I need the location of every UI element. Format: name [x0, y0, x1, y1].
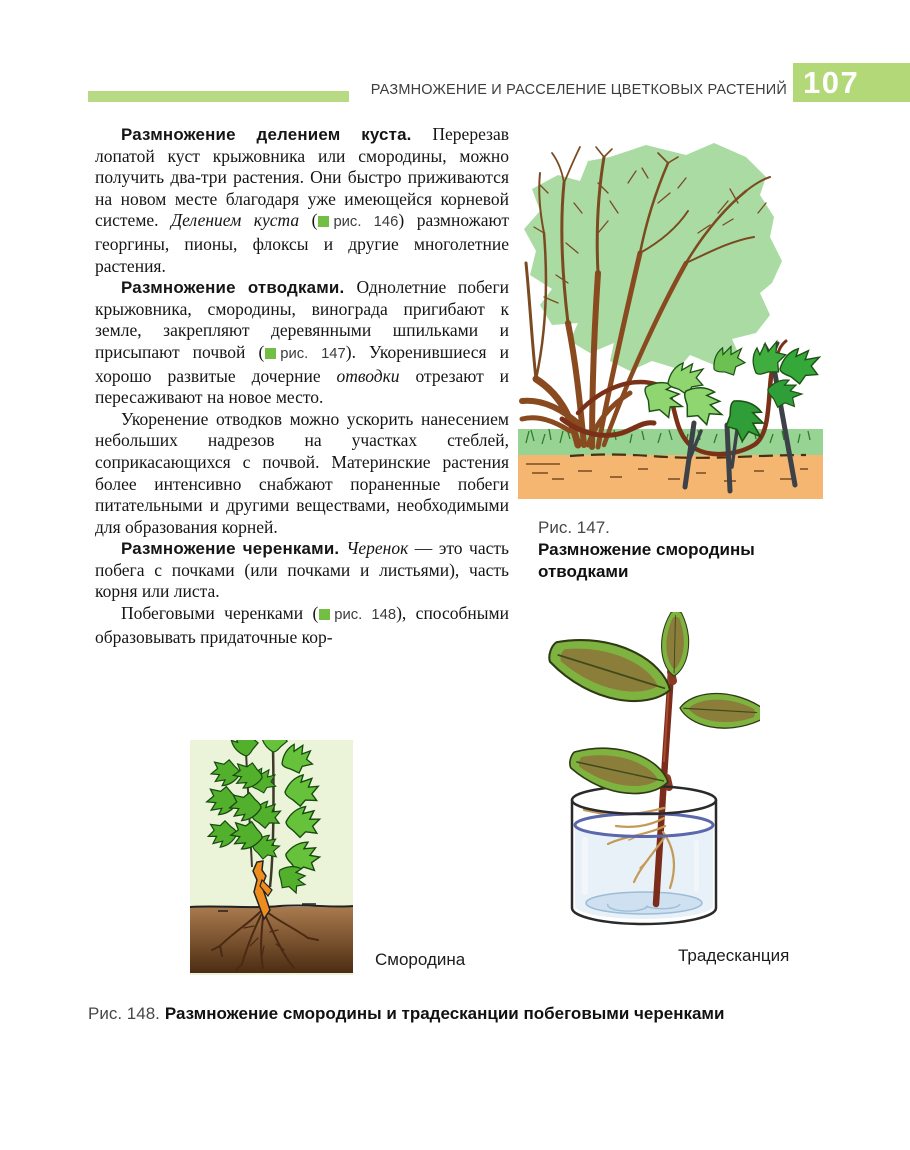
header-rule — [88, 91, 349, 102]
figure-ref-square-icon — [319, 609, 330, 620]
paragraph-3 — [95, 409, 509, 539]
bold-lead-in: Размножение черенками. — [121, 539, 347, 559]
bold-lead-in: Размножение отводками. — [121, 278, 357, 298]
fig148-currant-cutting-illustration — [190, 740, 353, 975]
paragraph-4 — [95, 538, 509, 603]
text-run: Укоренение отводков можно ускорить нанесением небольших надрезов на участках стеблей, соприкасающихся с почвой. Материнские растения более интенсивно снабжают пораненные побеги питательными и другими веществами, необходимыми для образования корней. — [95, 408, 509, 537]
text-run: Перерезав лопатой куст крыжовника или смородины, можно получить два-три растения. Они быстро приживаются на новом месте благодаря уже имеющейся корневой системе. — [95, 124, 509, 231]
fig148-caption-text: Размножение смородины и традесканции побеговыми черенками — [164, 1004, 725, 1023]
text-run: Однолетние побеги крыжовника, смородины, винограда пригибают к земле, закрепляют деревянными шпильками и присыпают почвой ( — [95, 277, 509, 362]
text-run: ( — [299, 210, 318, 231]
text-run: ). Укоренившиеся и хорошо развитые дочерние — [95, 341, 510, 386]
specimen-label-currant: Смородина — [375, 950, 466, 969]
italic-term: отводки — [336, 365, 400, 386]
fig147-caption — [538, 517, 800, 583]
fig147-caption-text: Размножение смородины отводками — [538, 540, 755, 581]
figure-ref-square-icon — [265, 348, 276, 359]
text-run: ) размножают георгины, пионы, флоксы и другие многолетние растения. — [95, 210, 509, 276]
italic-term: Делением куста — [171, 210, 300, 231]
paragraph-2 — [95, 277, 509, 409]
fig147-caption-label: Рис. 147. — [538, 518, 610, 537]
paragraph-5 — [95, 603, 509, 648]
figure-ref-label: рис. 146 — [333, 214, 399, 231]
bold-lead-in: Размножение делением куста. — [121, 125, 433, 144]
fig148-tradescantia-illustration — [528, 612, 760, 930]
figure-ref-label: рис. 147 — [280, 345, 346, 362]
figure-ref-square-icon — [318, 216, 329, 227]
text-run: Побеговыми черенками ( — [121, 603, 319, 624]
page-number: 107 — [803, 65, 860, 100]
fig148-caption — [88, 1003, 868, 1025]
running-head: РАЗМНОЖЕНИЕ И РАССЕЛЕНИЕ ЦВЕТКОВЫХ РАСТЕНИЙ — [370, 82, 787, 98]
specimen-label-tradescantia: Традесканция — [678, 946, 790, 965]
article-text — [95, 124, 509, 648]
page-number-badge — [793, 63, 910, 102]
paragraph-1 — [95, 124, 509, 277]
figure-ref-label: рис. 148 — [334, 607, 397, 624]
text-run: — это часть побега с почками (или почками и листьями), часть корня или листа. — [95, 538, 509, 602]
fig148-caption-label: Рис. 148. — [88, 1004, 160, 1023]
text-run: ), способными образовывать придаточные кор- — [95, 603, 509, 647]
fig147-layering-illustration — [518, 133, 823, 505]
text-run: отрезают и пересаживают на новое место. — [95, 365, 509, 408]
italic-term: Черенок — [346, 538, 409, 559]
